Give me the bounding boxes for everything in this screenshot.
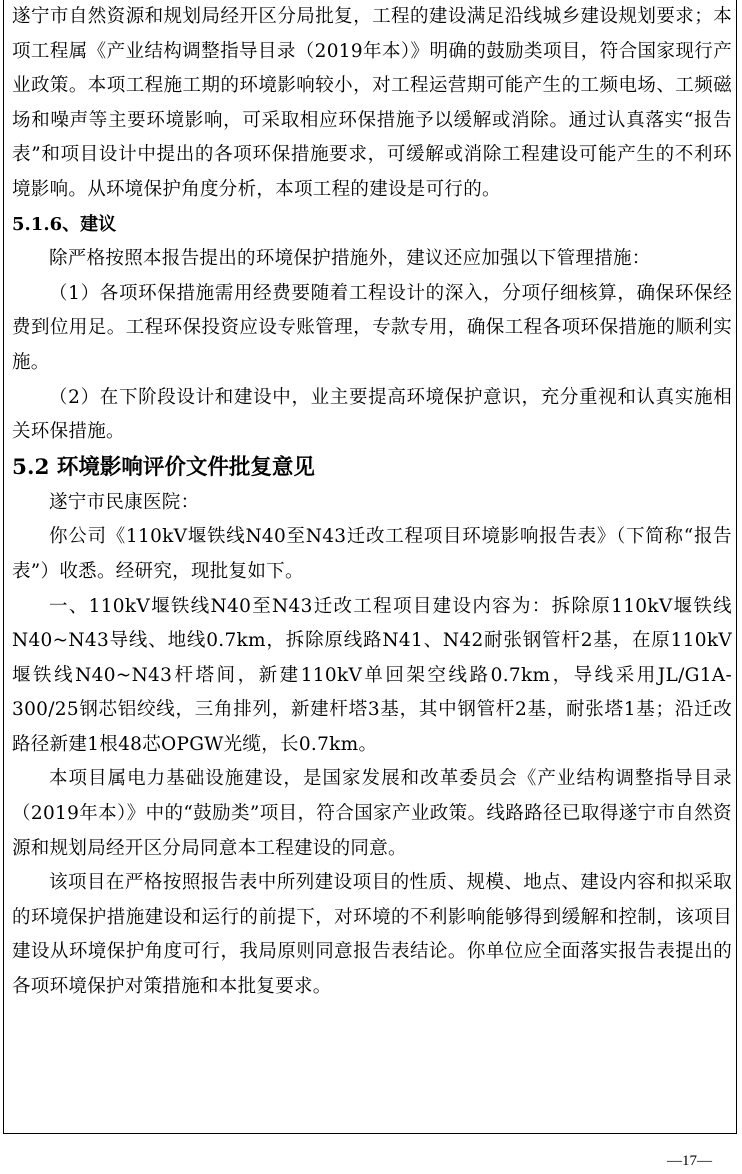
- approval-paragraph-3: 本项目属电力基础设施建设，是国家发展和改革委员会《产业结构调整指导目录（2019年本）》中的“鼓励类”项目，符合国家产业政策。线路路径已取得遂宁市自然资源和规划局经开区分局同意本工程建设的同意。: [12, 768, 732, 859]
- section-heading-5-1-6: 5.1.6、建议: [12, 213, 117, 235]
- suggestion-intro: 除严格按照本报告提出的环境保护措施外，建议还应加强以下管理措施：: [49, 248, 651, 270]
- addressee: 遂宁市民康医院：: [49, 491, 200, 513]
- approval-paragraph-2: 一、110kV堰铁线N40至N43迁改工程项目建设内容为：拆除原110kV堰铁线N40~N43导线、地线0.7km，拆除原线路N41、N42耐张钢管杆2基，在原110kV堰铁线N40~N43杆塔间，新建110kV单回架空线路0.7km，导线采用JL/G1A-300/25钢芯铝绞线，三角排列，新建杆塔3基，其中钢管杆2基，耐张塔1基；沿迁改路径新建1根48芯OPGW光缆，长0.7km。: [12, 595, 732, 755]
- approval-paragraph-4: 该项目在严格按照报告表中所列建设项目的性质、规模、地点、建设内容和拟采取的环境保护措施建设和运行的前提下，对环境的不利影响能够得到缓解和控制，该项目建设从环境保护角度可行，我局原则同意报告表结论。你单位应全面落实报告表提出的各项环境保护对策措施和本批复要求。: [12, 872, 732, 998]
- suggestion-item-1: （1）各项环保措施需用经费要随着工程设计的深入，分项仔细核算，确保环保经费到位用足。工程环保投资应设专账管理，专款专用，确保工程各项环保措施的顺利实施。: [12, 282, 732, 373]
- top-paragraph: 遂宁市自然资源和规划局经开区分局批复，工程的建设满足沿线城乡建设规划要求；本项工程属《产业结构调整指导目录（2019年本）》明确的鼓励类项目，符合国家现行产业政策。本项工程施工期的环境影响较小，对工程运营期可能产生的工频电场、工频磁场和噪声等主要环境影响，可采取相应环保措施予以缓解或消除。通过认真落实“报告表”和项目设计中提出的各项环保措施要求，可缓解或消除工程建设可能产生的不利环境影响。从环境保护角度分析，本项工程的建设是可行的。: [12, 6, 732, 200]
- suggestion-item-2: （2）在下阶段设计和建设中，业主要提高环境保护意识，充分重视和认真实施相关环保措施。: [12, 386, 732, 443]
- page-number: —17—: [667, 1153, 712, 1169]
- approval-paragraph-1: 你公司《110kV堰铁线N40至N43迁改工程项目环境影响报告表》（下简称“报告表”）收悉。经研究，现批复如下。: [12, 526, 732, 582]
- document-body: [12, 0, 732, 1005]
- section-heading-5-2: 5.2 环境影响评价文件批复意见: [12, 454, 315, 480]
